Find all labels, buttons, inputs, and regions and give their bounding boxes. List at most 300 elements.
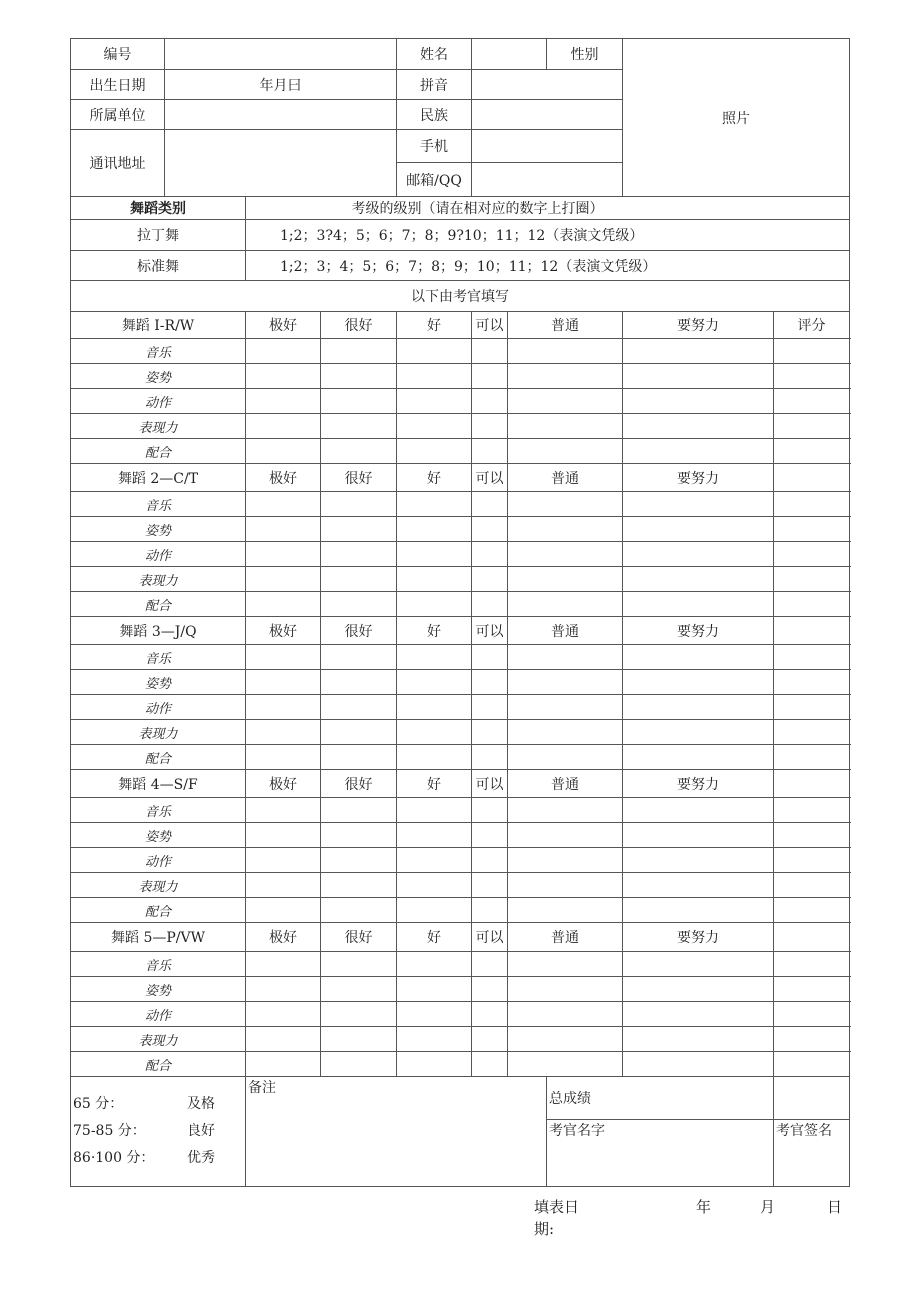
rating-cell[interactable]: [246, 1052, 321, 1077]
criteria-row: [71, 898, 850, 923]
ethnic-field[interactable]: [472, 100, 623, 130]
criteria-row: [71, 1052, 850, 1077]
rating-cell[interactable]: [321, 1027, 397, 1052]
criteria-row: [71, 977, 850, 1002]
rating-cell[interactable]: [246, 364, 321, 389]
score-cell[interactable]: [774, 567, 850, 592]
rating-cell[interactable]: [321, 1052, 397, 1077]
examiner-section-title: 以下由考官填写: [71, 281, 850, 312]
rating-cell[interactable]: [472, 798, 508, 823]
rating-cell[interactable]: [246, 389, 321, 414]
rating-cell[interactable]: [508, 364, 623, 389]
rating-cell[interactable]: [246, 798, 321, 823]
rating-cell[interactable]: [321, 567, 397, 592]
rating-cell[interactable]: [321, 542, 397, 567]
rating-cell[interactable]: [623, 542, 774, 567]
grade-range: 86·100 分：: [73, 1150, 155, 1166]
rating-cell[interactable]: [321, 414, 397, 439]
rating-header: 极好: [246, 312, 321, 339]
rating-cell[interactable]: [246, 567, 321, 592]
criteria-row: [71, 952, 850, 977]
rating-cell[interactable]: [508, 1052, 623, 1077]
rating-cell[interactable]: [321, 670, 397, 695]
rating-cell[interactable]: [397, 977, 472, 1002]
rating-cell[interactable]: [623, 364, 774, 389]
name-label: 姓名: [397, 39, 472, 70]
rating-cell[interactable]: [321, 339, 397, 364]
rating-cell[interactable]: [623, 567, 774, 592]
score-cell[interactable]: [774, 414, 850, 439]
rating-cell[interactable]: [508, 439, 623, 464]
latin-levels[interactable]: [246, 220, 850, 251]
rating-header: 可以: [472, 923, 508, 952]
rating-cell[interactable]: [623, 414, 774, 439]
rating-header: 很好: [321, 617, 397, 645]
score-cell[interactable]: [774, 364, 850, 389]
rating-cell[interactable]: [246, 873, 321, 898]
rating-cell[interactable]: [472, 592, 508, 617]
score-cell[interactable]: [774, 873, 850, 898]
rating-cell[interactable]: [472, 339, 508, 364]
rating-cell[interactable]: [321, 695, 397, 720]
score-cell[interactable]: [774, 798, 850, 823]
rating-cell[interactable]: [397, 592, 472, 617]
examiner-signature-field[interactable]: 考官签名: [774, 1120, 850, 1187]
rating-cell[interactable]: [321, 798, 397, 823]
rating-cell[interactable]: [246, 645, 321, 670]
rating-cell[interactable]: [508, 952, 623, 977]
rating-cell[interactable]: [472, 720, 508, 745]
photo-box[interactable]: 照片: [623, 39, 850, 197]
rating-cell[interactable]: [623, 389, 774, 414]
rating-cell[interactable]: [246, 745, 321, 770]
rating-header: 很好: [321, 464, 397, 492]
rating-cell[interactable]: [623, 492, 774, 517]
criteria-row: [71, 1027, 850, 1052]
criteria-label: 姿势: [71, 977, 246, 1002]
criteria-label: 姿势: [71, 364, 246, 389]
rating-header: 好: [397, 617, 472, 645]
email-field[interactable]: [472, 163, 623, 197]
rating-cell[interactable]: [246, 339, 321, 364]
rating-header: 要努力: [623, 464, 774, 492]
score-cell[interactable]: [774, 923, 850, 952]
score-cell[interactable]: [774, 823, 850, 848]
grade-name: 及格: [187, 1096, 215, 1112]
criteria-label: 音乐: [71, 798, 246, 823]
rating-cell[interactable]: [508, 1002, 623, 1027]
score-cell[interactable]: [774, 617, 850, 645]
rating-header: 要努力: [623, 617, 774, 645]
score-cell[interactable]: [774, 645, 850, 670]
rating-cell[interactable]: [321, 517, 397, 542]
rating-cell[interactable]: [623, 1052, 774, 1077]
rating-cell[interactable]: [472, 1002, 508, 1027]
rating-cell[interactable]: [246, 517, 321, 542]
rating-cell[interactable]: [246, 592, 321, 617]
rating-cell[interactable]: [397, 952, 472, 977]
rating-cell[interactable]: [472, 848, 508, 873]
rating-cell[interactable]: [623, 1027, 774, 1052]
score-cell[interactable]: [774, 977, 850, 1002]
email-label: 邮箱/QQ: [397, 163, 472, 197]
score-cell[interactable]: [774, 592, 850, 617]
criteria-label: 动作: [71, 1002, 246, 1027]
gender-label: 性别: [547, 39, 623, 70]
rating-cell[interactable]: [321, 873, 397, 898]
rating-cell[interactable]: [508, 389, 623, 414]
score-cell[interactable]: [774, 542, 850, 567]
rating-cell[interactable]: [397, 364, 472, 389]
rating-cell[interactable]: [508, 567, 623, 592]
rating-cell[interactable]: [623, 848, 774, 873]
rating-cell[interactable]: [508, 873, 623, 898]
rating-cell[interactable]: [472, 952, 508, 977]
grade-legend: [71, 1077, 246, 1187]
unit-field[interactable]: [165, 100, 397, 130]
rating-cell[interactable]: [623, 720, 774, 745]
rating-header: 普通: [508, 464, 623, 492]
criteria-row: [71, 414, 850, 439]
criteria-label: 表现力: [71, 873, 246, 898]
rating-cell[interactable]: [397, 848, 472, 873]
rating-cell[interactable]: [623, 823, 774, 848]
rating-header: 可以: [472, 464, 508, 492]
rating-cell[interactable]: [321, 439, 397, 464]
examiner-name-field[interactable]: 考官名字: [547, 1120, 774, 1187]
rating-cell[interactable]: [623, 517, 774, 542]
score-cell[interactable]: [774, 389, 850, 414]
remarks-field[interactable]: 备注: [246, 1077, 547, 1187]
rating-cell[interactable]: [472, 364, 508, 389]
dance-name: 舞蹈 I-R/W: [71, 312, 246, 339]
rating-cell[interactable]: [397, 414, 472, 439]
rating-cell[interactable]: [246, 492, 321, 517]
rating-cell[interactable]: [246, 695, 321, 720]
rating-cell[interactable]: [472, 823, 508, 848]
criteria-label: 音乐: [71, 952, 246, 977]
rating-cell[interactable]: [321, 1002, 397, 1027]
rating-header: 普通: [508, 770, 623, 798]
rating-cell[interactable]: [397, 798, 472, 823]
score-cell[interactable]: [774, 1027, 850, 1052]
rating-header: 要努力: [623, 770, 774, 798]
criteria-label: 配合: [71, 1052, 246, 1077]
rating-cell[interactable]: [321, 977, 397, 1002]
latin-label: 拉丁舞: [71, 220, 246, 251]
criteria-row: [71, 848, 850, 873]
criteria-row: [71, 517, 850, 542]
criteria-label: 姿势: [71, 670, 246, 695]
rating-cell[interactable]: [321, 823, 397, 848]
rating-cell[interactable]: [508, 798, 623, 823]
rating-cell[interactable]: [508, 898, 623, 923]
rating-cell[interactable]: [472, 1052, 508, 1077]
rating-cell[interactable]: [508, 695, 623, 720]
rating-cell[interactable]: [472, 542, 508, 567]
rating-cell[interactable]: [246, 439, 321, 464]
rating-cell[interactable]: [623, 898, 774, 923]
fill-date-label: 填表日期:: [534, 1198, 580, 1238]
rating-cell[interactable]: [623, 695, 774, 720]
rating-cell[interactable]: [472, 389, 508, 414]
rating-cell[interactable]: [246, 1002, 321, 1027]
rating-cell[interactable]: [623, 745, 774, 770]
criteria-row: [71, 745, 850, 770]
rating-cell[interactable]: [623, 339, 774, 364]
rating-header: 要努力: [623, 923, 774, 952]
rating-cell[interactable]: [508, 977, 623, 1002]
rating-cell[interactable]: [397, 720, 472, 745]
rating-cell[interactable]: [397, 492, 472, 517]
birth-label: 出生日期: [71, 70, 165, 100]
rating-cell[interactable]: [508, 339, 623, 364]
id-field[interactable]: [165, 39, 397, 70]
criteria-label: 配合: [71, 592, 246, 617]
rating-cell[interactable]: [472, 977, 508, 1002]
rating-cell[interactable]: [623, 439, 774, 464]
criteria-label: 配合: [71, 745, 246, 770]
criteria-row: [71, 492, 850, 517]
rating-cell[interactable]: [246, 898, 321, 923]
rating-header: 极好: [246, 464, 321, 492]
criteria-label: 动作: [71, 542, 246, 567]
rating-cell[interactable]: [246, 952, 321, 977]
rating-cell[interactable]: [472, 873, 508, 898]
grade-range: 65 分：: [73, 1096, 124, 1112]
grade-legend-row: [73, 1091, 243, 1118]
score-cell[interactable]: [774, 745, 850, 770]
rating-cell[interactable]: [321, 592, 397, 617]
total-field[interactable]: [774, 1077, 850, 1120]
rating-cell[interactable]: [508, 1027, 623, 1052]
rating-cell[interactable]: [508, 542, 623, 567]
rating-cell[interactable]: [321, 848, 397, 873]
rating-header: 可以: [472, 617, 508, 645]
rating-header: 可以: [472, 770, 508, 798]
phone-field[interactable]: [472, 130, 623, 163]
rating-cell[interactable]: [472, 745, 508, 770]
rating-cell[interactable]: [472, 898, 508, 923]
criteria-label: 动作: [71, 848, 246, 873]
rating-header: 普通: [508, 617, 623, 645]
rating-cell[interactable]: [508, 823, 623, 848]
rating-cell[interactable]: [472, 670, 508, 695]
score-cell[interactable]: [774, 952, 850, 977]
criteria-label: 表现力: [71, 720, 246, 745]
rating-cell[interactable]: [508, 745, 623, 770]
criteria-label: 音乐: [71, 492, 246, 517]
rating-cell[interactable]: [246, 848, 321, 873]
criteria-row: [71, 364, 850, 389]
rating-header: 可以: [472, 312, 508, 339]
criteria-row: [71, 670, 850, 695]
rating-cell[interactable]: [397, 339, 472, 364]
rating-cell[interactable]: [623, 952, 774, 977]
criteria-row: [71, 695, 850, 720]
criteria-label: 姿势: [71, 517, 246, 542]
rating-cell[interactable]: [246, 720, 321, 745]
fill-date-month: 月: [760, 1198, 776, 1216]
rating-cell[interactable]: [246, 1027, 321, 1052]
score-cell[interactable]: [774, 720, 850, 745]
rating-cell[interactable]: [321, 745, 397, 770]
score-cell[interactable]: [774, 898, 850, 923]
rating-cell[interactable]: [508, 592, 623, 617]
rating-cell[interactable]: [321, 364, 397, 389]
rating-cell[interactable]: [472, 517, 508, 542]
unit-label: 所属单位: [71, 100, 165, 130]
rating-cell[interactable]: [397, 389, 472, 414]
rating-cell[interactable]: [623, 798, 774, 823]
rating-header: 好: [397, 923, 472, 952]
criteria-label: 表现力: [71, 414, 246, 439]
address-field[interactable]: [165, 130, 397, 197]
rating-cell[interactable]: [472, 567, 508, 592]
score-cell[interactable]: [774, 464, 850, 492]
score-cell[interactable]: [774, 670, 850, 695]
criteria-row: [71, 798, 850, 823]
rating-header: 好: [397, 770, 472, 798]
rating-cell[interactable]: [623, 645, 774, 670]
score-cell[interactable]: [774, 1052, 850, 1077]
rating-cell[interactable]: [508, 414, 623, 439]
rating-cell[interactable]: [397, 439, 472, 464]
criteria-row: [71, 720, 850, 745]
rating-cell[interactable]: [397, 645, 472, 670]
criteria-row: [71, 873, 850, 898]
rating-cell[interactable]: [472, 492, 508, 517]
rating-cell[interactable]: [472, 414, 508, 439]
fill-date-year: 年: [696, 1198, 712, 1216]
rating-header: 极好: [246, 770, 321, 798]
rating-cell[interactable]: [321, 492, 397, 517]
rating-cell[interactable]: [508, 720, 623, 745]
rating-cell[interactable]: [623, 873, 774, 898]
rating-cell[interactable]: [321, 645, 397, 670]
grade-name: 优秀: [187, 1150, 215, 1166]
dance-name: 舞蹈 4—S/F: [71, 770, 246, 798]
score-cell[interactable]: [774, 848, 850, 873]
criteria-label: 动作: [71, 389, 246, 414]
rating-cell[interactable]: [623, 1002, 774, 1027]
rating-cell[interactable]: [508, 492, 623, 517]
criteria-row: [71, 542, 850, 567]
rating-cell[interactable]: [623, 977, 774, 1002]
rating-cell[interactable]: [508, 848, 623, 873]
birth-field[interactable]: 年月曰: [165, 70, 397, 100]
total-label: 总成绩: [547, 1077, 774, 1120]
criteria-row: [71, 823, 850, 848]
score-cell[interactable]: [774, 439, 850, 464]
rating-cell[interactable]: [508, 670, 623, 695]
criteria-label: 配合: [71, 898, 246, 923]
rating-cell[interactable]: [472, 1027, 508, 1052]
address-label: 通讯地址: [71, 130, 165, 197]
rating-header: 很好: [321, 312, 397, 339]
score-cell[interactable]: [774, 517, 850, 542]
rating-cell[interactable]: [397, 1027, 472, 1052]
rating-cell[interactable]: [397, 695, 472, 720]
rating-cell[interactable]: [321, 720, 397, 745]
rating-cell[interactable]: [472, 695, 508, 720]
criteria-row: [71, 439, 850, 464]
grade-legend-row: [73, 1118, 243, 1145]
rating-cell[interactable]: [246, 670, 321, 695]
score-cell[interactable]: [774, 770, 850, 798]
criteria-row: [71, 389, 850, 414]
rating-cell[interactable]: [397, 1002, 472, 1027]
rating-cell[interactable]: [472, 439, 508, 464]
rating-cell[interactable]: [397, 567, 472, 592]
rating-cell[interactable]: [397, 1052, 472, 1077]
grade-name: 良好: [187, 1123, 215, 1139]
criteria-label: 姿势: [71, 823, 246, 848]
rating-header: 极好: [246, 617, 321, 645]
rating-header: 普通: [508, 312, 623, 339]
criteria-row: [71, 1002, 850, 1027]
rating-header: 普通: [508, 923, 623, 952]
name-field[interactable]: [472, 39, 547, 70]
criteria-label: 音乐: [71, 339, 246, 364]
latin-levels-text: 1;2；3?4；5；6；7；8；9?10；11；12（表演文凭级）: [280, 228, 644, 244]
rating-cell[interactable]: [397, 745, 472, 770]
rating-cell[interactable]: [397, 823, 472, 848]
rating-cell[interactable]: [246, 977, 321, 1002]
score-cell[interactable]: [774, 339, 850, 364]
score-cell[interactable]: [774, 1002, 850, 1027]
rating-cell[interactable]: [472, 645, 508, 670]
criteria-row: [71, 567, 850, 592]
criteria-row: [71, 592, 850, 617]
criteria-label: 配合: [71, 439, 246, 464]
rating-cell[interactable]: [623, 670, 774, 695]
standard-levels-text: 1;2；3；4；5；6；7；8；9；10；11；12（表演文凭级）: [280, 258, 657, 275]
rating-cell[interactable]: [397, 542, 472, 567]
score-cell[interactable]: [774, 492, 850, 517]
level-instruction: [246, 197, 850, 220]
rating-cell[interactable]: [508, 645, 623, 670]
criteria-row: [71, 339, 850, 364]
rating-cell[interactable]: [321, 952, 397, 977]
fill-date-day: 日: [827, 1198, 843, 1216]
rating-cell[interactable]: [397, 898, 472, 923]
rating-header: 好: [397, 464, 472, 492]
rating-cell[interactable]: [508, 517, 623, 542]
standard-label: 标准舞: [71, 251, 246, 281]
rating-cell[interactable]: [397, 873, 472, 898]
rating-cell[interactable]: [623, 592, 774, 617]
standard-levels[interactable]: [246, 251, 850, 281]
rating-cell[interactable]: [246, 414, 321, 439]
rating-cell[interactable]: [397, 517, 472, 542]
rating-cell[interactable]: [246, 542, 321, 567]
rating-cell[interactable]: [246, 823, 321, 848]
criteria-label: 音乐: [71, 645, 246, 670]
rating-cell[interactable]: [321, 898, 397, 923]
rating-cell[interactable]: [397, 670, 472, 695]
criteria-label: 动作: [71, 695, 246, 720]
criteria-label: 表现力: [71, 567, 246, 592]
rating-cell[interactable]: [321, 389, 397, 414]
rating-header: 好: [397, 312, 472, 339]
rating-header: 要努力: [623, 312, 774, 339]
pinyin-field[interactable]: [472, 70, 623, 100]
rating-header: 很好: [321, 923, 397, 952]
score-cell[interactable]: [774, 695, 850, 720]
grade-legend-row: [73, 1145, 243, 1172]
dance-name: 舞蹈 5—P/VW: [71, 923, 246, 952]
